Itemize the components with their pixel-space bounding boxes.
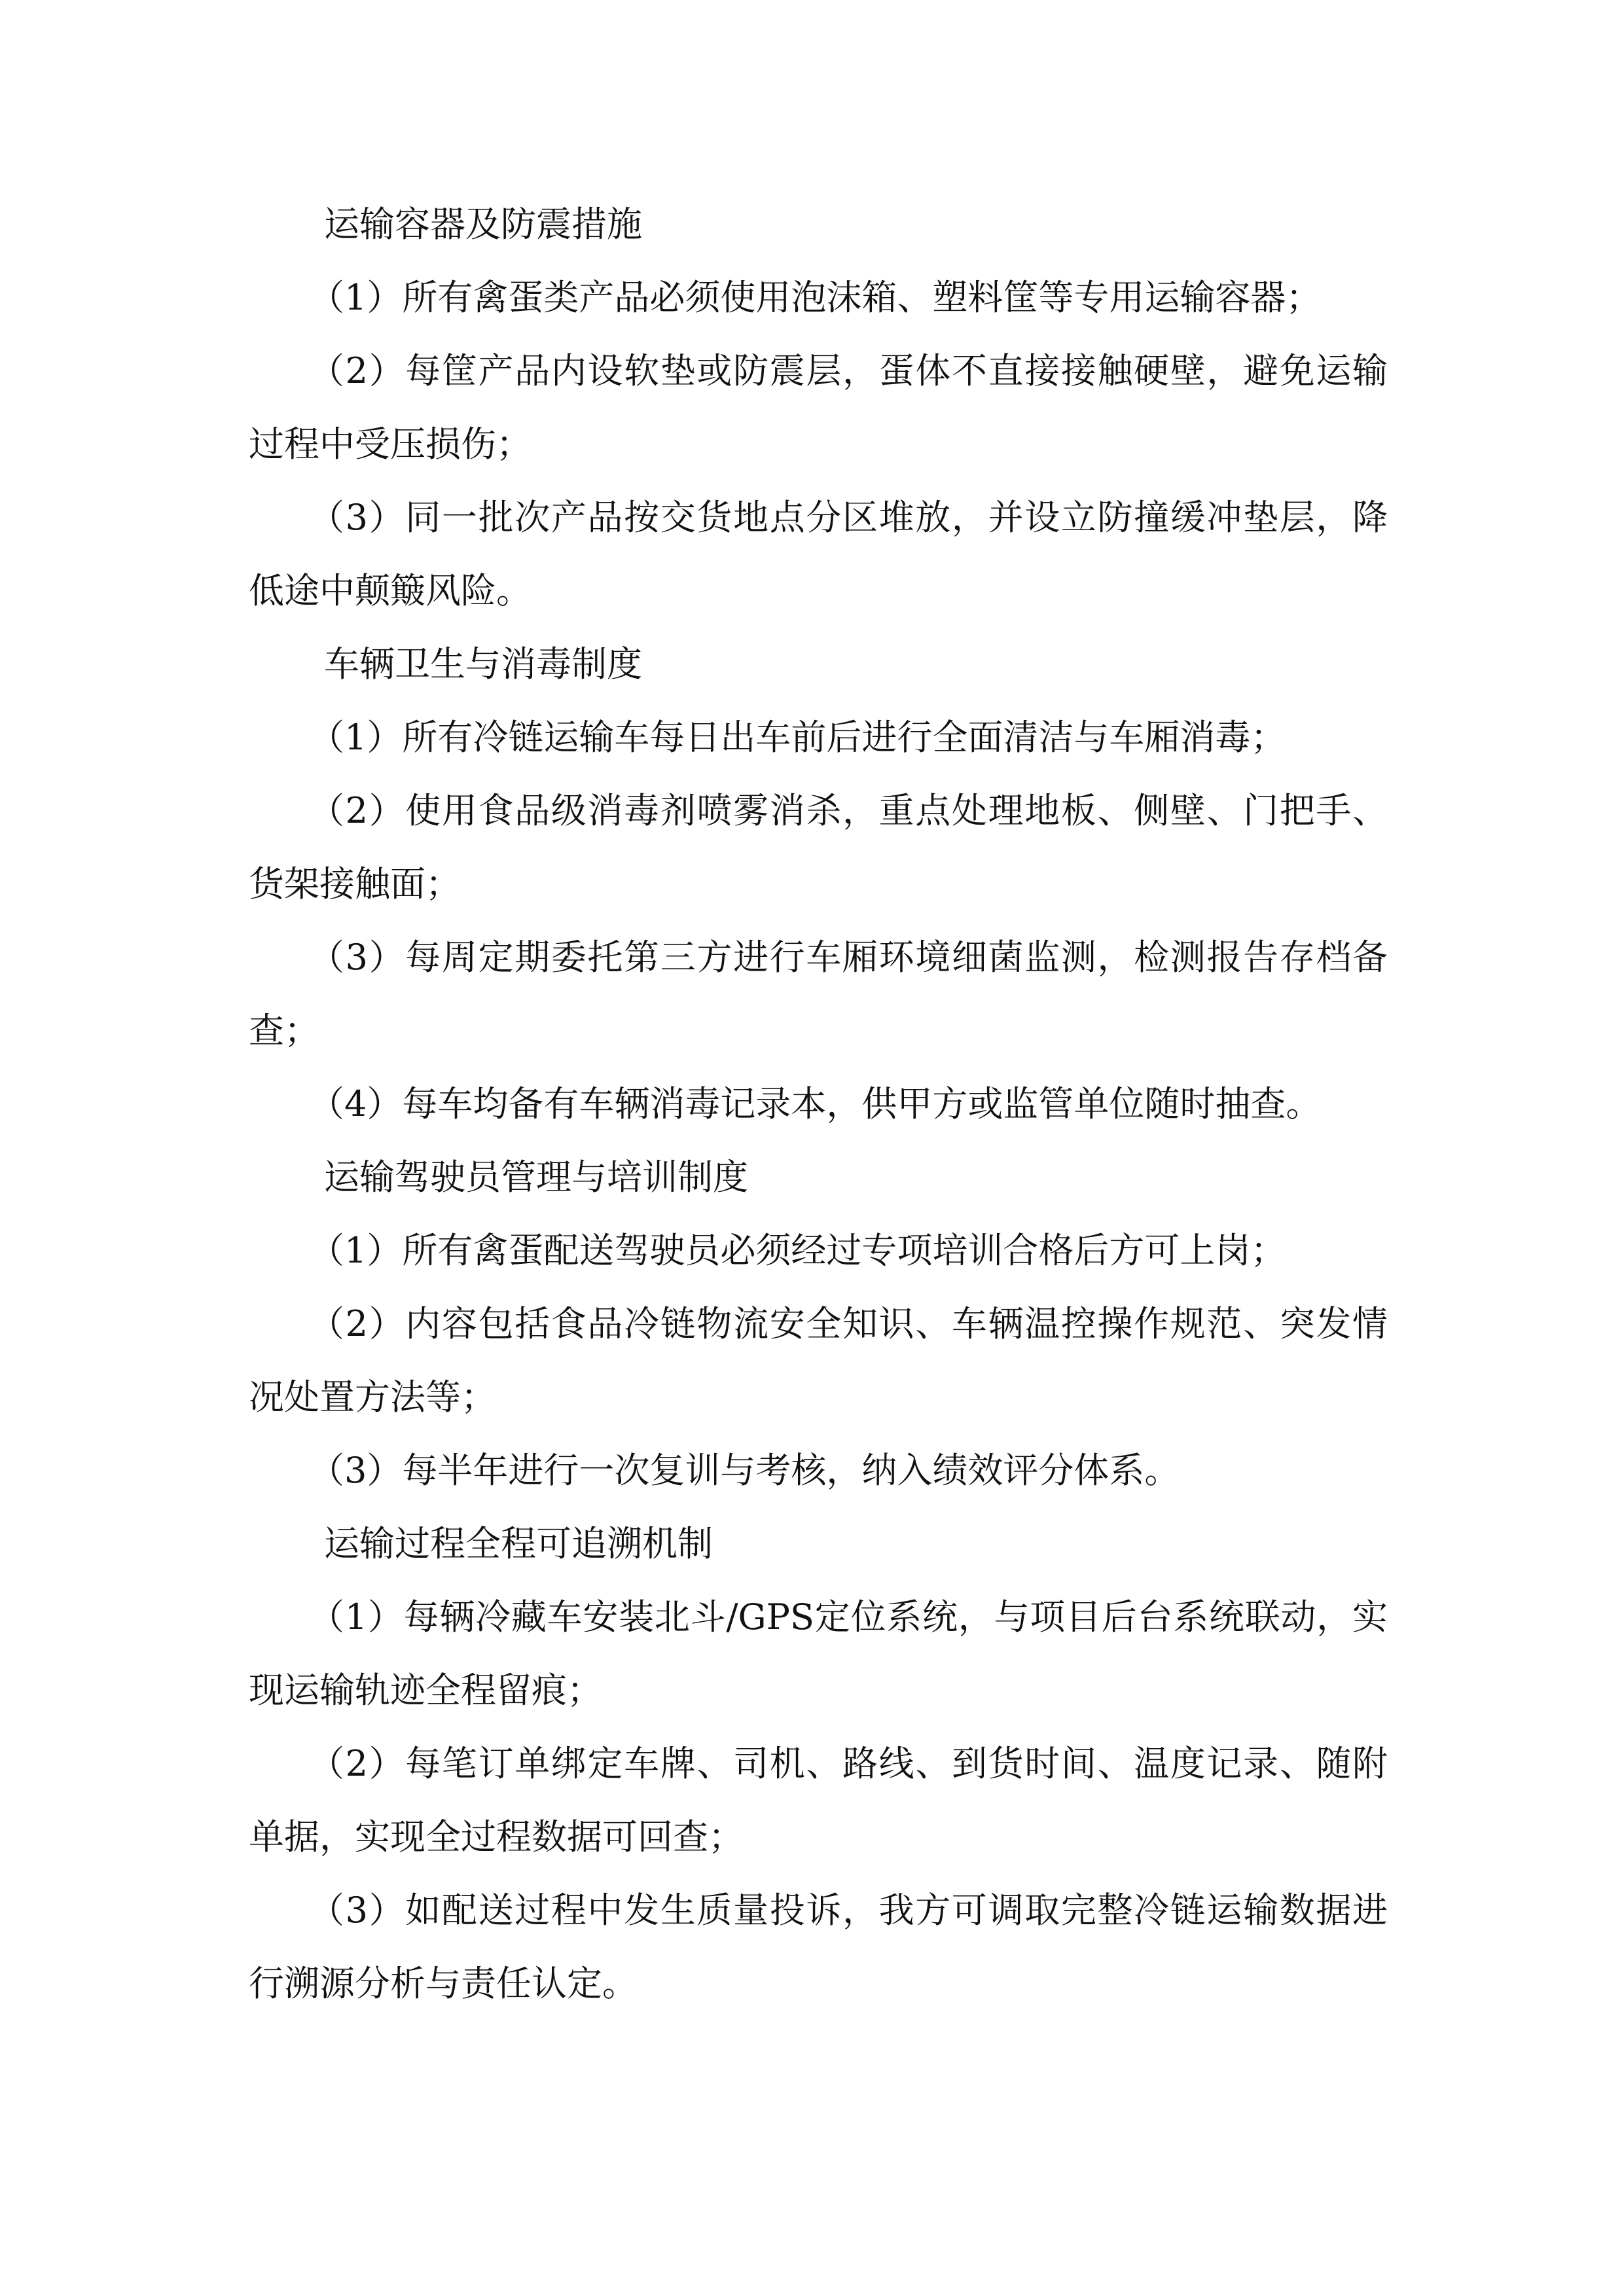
list-item: （2）每笔订单绑定车牌、司机、路线、到货时间、温度记录、随附单据，实现全过程数据可回查； <box>249 1743 1388 1857</box>
list-item: （1）所有冷链运输车每日出车前后进行全面清洁与车厢消毒； <box>309 717 1286 758</box>
list-item: （1）所有禽蛋配送驾驶员必须经过专项培训合格后方可上岗； <box>309 1230 1286 1271</box>
list-item: （3）每周定期委托第三方进行车厢环境细菌监测，检测报告存档备查； <box>249 937 1388 1051</box>
list-item: （3）每半年进行一次复训与考核，纳入绩效评分体系。 <box>309 1450 1180 1491</box>
list-item: （2）内容包括食品冷链物流安全知识、车辆温控操作规范、突发情况处置方法等； <box>249 1303 1388 1418</box>
list-item: （2）使用食品级消毒剂喷雾消杀，重点处理地板、侧壁、门把手、货架接触面； <box>249 790 1388 905</box>
list-item: （4）每车均备有车辆消毒记录本，供甲方或监管单位随时抽查。 <box>309 1083 1322 1124</box>
section-heading-traceability: 运输过程全程可追溯机制 <box>324 1523 713 1564</box>
list-item: （1）所有禽蛋类产品必须使用泡沫箱、塑料筐等专用运输容器； <box>309 277 1322 318</box>
list-item: （2）每筐产品内设软垫或防震层，蛋体不直接接触硬壁，避免运输过程中受压损伤； <box>249 350 1388 465</box>
section-heading-vehicle-hygiene: 车辆卫生与消毒制度 <box>324 643 642 685</box>
section-heading-containers: 运输容器及防震措施 <box>324 204 642 245</box>
document-body <box>249 188 1388 2020</box>
list-item: （3）同一批次产品按交货地点分区堆放，并设立防撞缓冲垫层，降低途中颠簸风险。 <box>249 497 1388 611</box>
list-item: （1）每辆冷藏车安装北斗/GPS定位系统，与项目后台系统联动，实现运输轨迹全程留痕； <box>249 1596 1388 1711</box>
section-heading-driver-training: 运输驾驶员管理与培训制度 <box>324 1157 748 1198</box>
list-item: （3）如配送过程中发生质量投诉，我方可调取完整冷链运输数据进行溯源分析与责任认定。 <box>249 1890 1388 2004</box>
